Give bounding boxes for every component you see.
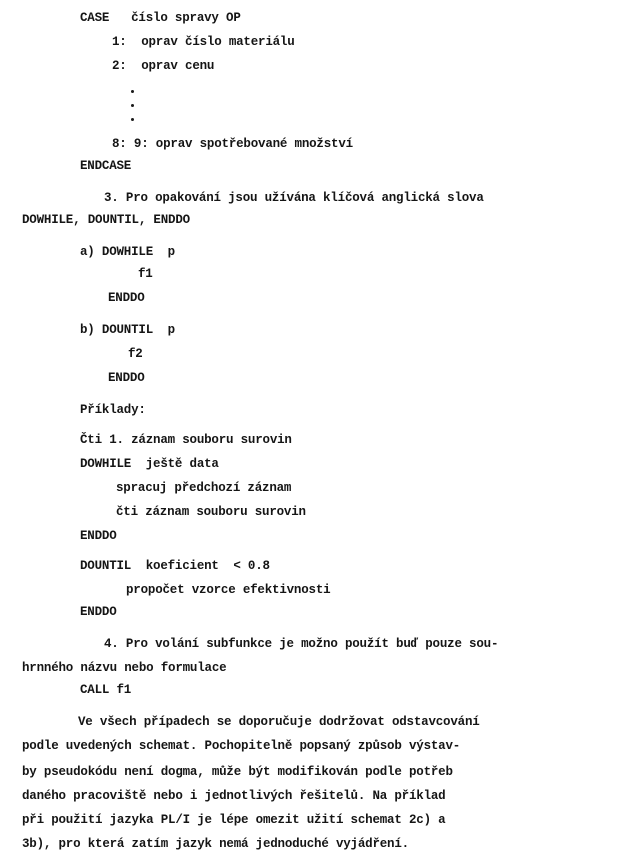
ellipsis-dot (131, 118, 134, 121)
text-line: 3b), pro která zatím jazyk nemá jednoduché vyjádření. (22, 837, 409, 851)
text-line: by pseudokódu není dogma, může být modifikován podle potřeb (22, 765, 453, 779)
text-line: CALL f1 (80, 683, 132, 697)
text-line: DOUNTIL koeficient < 0.8 (80, 559, 270, 573)
text-line: ENDDO (80, 529, 117, 543)
text-line: 3. Pro opakování jsou užívána klíčová anglická slova (104, 191, 484, 205)
text-line: 2: oprav cenu (112, 59, 215, 73)
text-line: ENDDO (108, 291, 145, 305)
text-line: Čti 1. záznam souboru surovin (80, 433, 292, 447)
text-line: ENDCASE (80, 159, 132, 173)
text-line: čti záznam souboru surovin (116, 505, 306, 519)
text-line: daného pracoviště nebo i jednotlivých řešitelů. Na příklad (22, 789, 446, 803)
text-line: 8: 9: oprav spotřebované množství (112, 137, 353, 151)
text-line: CASE číslo spravy OP (80, 11, 241, 25)
text-line: při použití jazyka PL/I je lépe omezit užití schemat 2c) a (22, 813, 446, 827)
text-line: f2 (128, 347, 143, 361)
text-line: ENDDO (108, 371, 145, 385)
text-line: propočet vzorce efektivnosti (126, 583, 331, 597)
text-line: DOWHILE ještě data (80, 457, 219, 471)
text-line: a) DOWHILE p (80, 245, 175, 259)
text-line: spracuj předchozí záznam (116, 481, 292, 495)
text-line: f1 (138, 267, 153, 281)
text-line: ENDDO (80, 605, 117, 619)
text-line: hrnného názvu nebo formulace (22, 661, 227, 675)
text-line: DOWHILE, DOUNTIL, ENDDO (22, 213, 190, 227)
text-line: Příklady: (80, 403, 146, 417)
text-line: b) DOUNTIL p (80, 323, 175, 337)
text-line: Ve všech případech se doporučuje dodržovat odstavcování (78, 715, 480, 729)
text-line: podle uvedených schemat. Pochopitelně popsaný způsob výstav- (22, 739, 461, 753)
ellipsis-dot (131, 90, 134, 93)
ellipsis-dot (131, 104, 134, 107)
text-line: 4. Pro volání subfunkce je možno použít buď pouze sou- (104, 637, 499, 651)
text-line: 1: oprav číslo materiálu (112, 35, 295, 49)
